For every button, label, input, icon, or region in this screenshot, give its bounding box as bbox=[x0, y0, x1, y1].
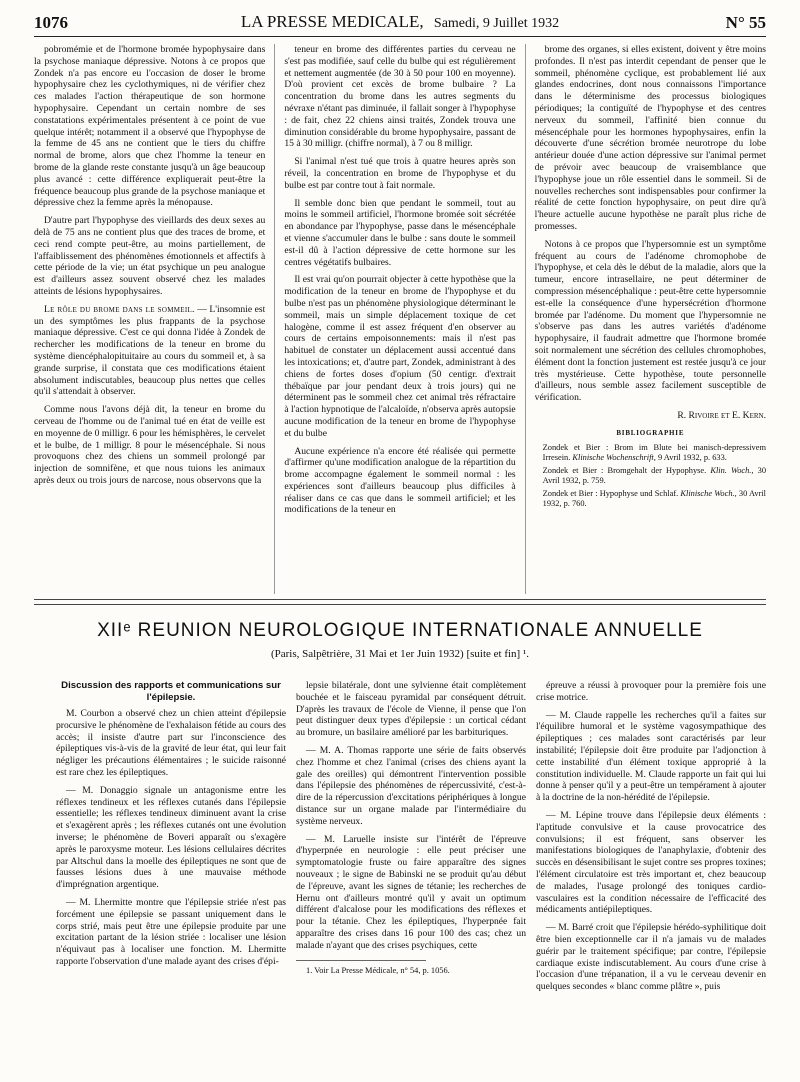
conference-columns bbox=[56, 680, 778, 1070]
conference-column-1 bbox=[56, 680, 286, 1070]
bib-source: Klinische Woch., bbox=[680, 488, 737, 498]
bib-text: Zondek et Bier : Hypophyse und Schlaf. bbox=[542, 488, 679, 498]
bib-date: 9 Avril 1932, p. 633. bbox=[657, 452, 727, 462]
bib-text: Zondek et Bier : Brom im Blute bei manisch-depressivem Irresein. bbox=[542, 442, 766, 462]
paragraph: — M. Claude rappelle les recherches qu'il a faites sur l'équilibre humoral et le système vagosympathique des épileptiques ; ces malades sont caractérisés par leur instabilité; l'épilepsie doit être produite par l'adjonction à cette instabilité d'un élément toxique approprié à la constitution individuelle. M. Claude rapporte un fait qui lui donne à penser qu'il y a peut-être un tempérament à ajouter à la doctrine de la non-hérédité de l'épilepsie. bbox=[536, 709, 766, 804]
paragraph: D'autre part l'hypophyse des vieillards des deux sexes au delà de 75 ans ne contient plus que des traces de brome, et ceci rend compte peut-être, au moins partiellement, de l'affaiblissement des phénomènes émotionnels et affectifs à cette période de la vie; un état psychique un peu analogue est d'ailleurs assez souvent observé chez les malades atteints de lésions hypophysaires. bbox=[34, 215, 266, 297]
section-heading: Le rôle du brome dans le sommeil. bbox=[44, 303, 195, 315]
footnote: 1. Voir La Presse Médicale, n° 54, p. 1056. bbox=[306, 965, 450, 975]
section-divider bbox=[34, 599, 766, 605]
paragraph: brome des organes, si elles existent, doivent y être moins profondes. Il n'est pas interdit cependant de penser que le sommeil, phénomène cyclique, est probablement lié aux glandes endocrines, dont nous connaissons l'importance dans le déterminisme des processus biologiques périodiques; la contiguïté de l'hypophyse et des centres nerveux du sommeil, l'affinité bien connue du mésencéphale pour les hormones hypophysaires, enfin la découverte d'une sécrétion bromée neurotrope du lobe antérieur douée d'une action dépressive sur l'animal permet de prévoir avec beaucoup de vraisemblance que l'hypophyse joue un rôle essentiel dans le sommeil. Si de nouvelles recherches sont indispensables pour confirmer la réalité de cette fonction hypophysaire, on peut dire qu'à l'heure actuelle aucune hypothèse ne paraît plus riche de promesses. bbox=[534, 44, 766, 232]
paragraph: Notons à ce propos que l'hypersomnie est un symptôme fréquent au cours de l'adénome chromophobe de l'hypophyse, et cela dès le début de la maladie, alors que la tumeur, encore intrasellaire, ne peut déterminer de compression mésencéphalique : peut-être cette hypersomnie est-elle la conséquence d'une hypersécrétion d'hormone bromée par l'adénome. Du moment que l'hypersomnie ne s'observe pas dans les autres variétés d'adénome hypophysaire, il faudrait admettre que l'hormone bromée soit normalement une sécrétion des cellules chromophobes, élément dont la fonction justement est restée jusqu'à ce jour très mystérieuse. Cette hypothèse, toute personnelle d'ailleurs, nous semble assez facilement susceptible de vérification. bbox=[534, 238, 766, 404]
paragraph: lepsie bilatérale, dont une sylvienne était complètement bouchée et le faisceau pyramidal par conséquent détruit. D'après les travaux de l'école de Vienne, il pense que l'on peut distinguer deux types d'épilepsie : un cortical cédant au bromure, un basilaire amélioré par les barbituriques. bbox=[296, 680, 526, 739]
bib-source: Klinische Wochenschrift, bbox=[572, 452, 656, 462]
bibliography-entry bbox=[535, 466, 766, 486]
issue-date: Samedi, 9 Juillet 1932 bbox=[433, 16, 560, 31]
paragraph: Si l'animal n'est tué que trois à quatre heures après son réveil, la concentration en brome de l'hypophyse et du bulbe est par contre tout à fait normale. bbox=[284, 156, 516, 191]
journal-name: LA PRESSE MEDICALE, bbox=[240, 12, 424, 31]
bibliography-title: BIBLIOGRAPHIE bbox=[616, 428, 685, 437]
column-divider bbox=[274, 44, 275, 594]
paragraph: Il est vrai qu'on pourrait objecter à cette hypothèse que la modification de la teneur en brome de l'hypophyse et du bulbe n'est pas un phénomène physiologique déterminant le sommeil, mais un simple déplacement toxique de cet halogène, comme il est assez fréquent d'en observer au cours de certains empoisonnements: mais il n'est pas habituel de constater un déplacement aussi accentué dans les intoxications; et, d'autre part, Zondek, administrant à des chiens de fortes doses d'opium (50 centigr. d'extrait thébaïque par jour pendant deux à trois jours) qui ne déterminent pas le sommeil chez cet animal très réfractaire à l'action hypnotique de l'alcaloïde, n'observa après autopsie aucune modification de la teneur en brome de l'hypophyse et du bulbe bbox=[284, 274, 516, 439]
footnote-rule bbox=[296, 960, 426, 961]
paragraph: Aucune expérience n'a encore été réalisée qui permette d'affirmer qu'une modification analogue de la répartition du brome accompagne également le sommeil normal : les expériences sont d'ailleurs beaucoup plus difficiles à réaliser dans ce cas que dans le sommeil artificiel; et les modifications de la teneur en bbox=[284, 445, 516, 516]
article-column-1 bbox=[34, 44, 265, 594]
bib-text: Zondek et Bier : Bromgehalt der Hypophyse. bbox=[542, 465, 707, 475]
paragraph: épreuve a réussi à provoquer pour la première fois une crise motrice. bbox=[536, 680, 766, 703]
column-divider bbox=[525, 44, 526, 594]
conference-column-3 bbox=[536, 680, 766, 1070]
journal-title bbox=[34, 12, 766, 32]
conference-subtitle: (Paris, Salpêtrière, 31 Mai et 1er Juin 1932) [suite et fin] ¹. bbox=[270, 648, 530, 660]
paragraph: — M. Lépine trouve dans l'épilepsie deux éléments : l'aptitude convulsive et la cause provocatrice des convulsions; il est fréquent, sans observer les manifestations biologiques de l'anaphylaxie, d'obtenir des succès en désensibilisant le sujet contre ses propres toxines; l'élément circulatoire est très important et, chez beaucoup de malades, l'usage prolongé des toniques cardio-vasculaires est la condition nécessaire de l'efficacité des médicaments antiépileptiques. bbox=[536, 809, 766, 916]
article-column-3 bbox=[535, 44, 766, 594]
paragraph: Il semble donc bien que pendant le sommeil, tout au moins le sommeil artificiel, l'hormone bromée soit sécrétée en abondance par l'hypophyse, passe dans le mésencéphale et vienne s'accumuler dans le bulbe : sans doute le sommeil est-il dû à l'action dépressive de cette hormone sur les centres végétatifs bulbaires. bbox=[284, 197, 516, 268]
conference-title: XIIᵉ REUNION NEUROLOGIQUE INTERNATIONALE ANNUELLE bbox=[97, 620, 703, 641]
bib-date: 30 Avril 1932, p. 759. bbox=[542, 465, 766, 485]
conference-column-2 bbox=[296, 680, 526, 1070]
article-columns bbox=[34, 44, 766, 594]
paragraph-text: — L'insomnie est un des symptômes les plus frappants de la psychose maniaque dépressive. C'est ce qui donna l'idée à Zondek de rechercher les modifications de la teneur en brome du système diencéphalopituitaire au cours du sommeil et, à sa grande surprise, il constata que ces modifications étaient absolument indiscutables, beaucoup plus nettes que celles qu'il s'attendait à observer. bbox=[34, 303, 266, 398]
paragraph: — M. Laruelle insiste sur l'intérêt de l'épreuve d'hyperpnée en neurologie : elle peut préciser une symptomatologie fruste ou faire apparaître des signes nouveaux ; le signe de Babinski ne se produit qu'au début de l'épreuve, avant les signes de tétanie; les recherches de Hernu ont d'ailleurs montré qu'il y avait un optimum différent d'alcalose pour les modifications des réflexes et pour la tétanie. Chez les épileptiques, l'hyperpnée fait apparaître des crises dans 16 pour 100 des cas; chez un malade n'ayant que des crises psychiques, cette bbox=[296, 833, 526, 951]
paragraph: — M. Barré croit que l'épilepsie hérédo-syphilitique doit être bien exceptionnelle car il n'a jamais vu de malades guérir par le traitement spécifique; par contre, l'épilepsie cardiaque existe indiscutablement. Au cours d'une crise à l'occasion d'une trépanation, il a vu le cerveau devenir en quelques secondes « blanc comme plâtre », puis bbox=[536, 922, 766, 993]
paragraph: teneur en brome des différentes parties du cerveau ne s'est pas modifiée, sauf celle du bulbe qui est régulièrement et nettement augmentée (de 30 à 50 pour 100 en moyenne). D'où provient cet excès de brome bulbaire ? La concentration du brome dans les autres segments du névraxe n'étant pas diminuée, il fallait songer à l'hypophyse : de fait, chez 22 chiens ainsi traités, Zondek trouva une diminution considérable du brome hypophysaire, passant de 15 à 30 milligr. (chiffre normal), à 7 ou 8 milligr. bbox=[284, 44, 516, 150]
page-header bbox=[34, 12, 766, 37]
bibliography-entry bbox=[535, 443, 766, 463]
author-signature: R. Rivoire et E. Kern. bbox=[677, 409, 766, 421]
paragraph: — M. Lhermitte montre que l'épilepsie striée n'est pas forcément une épilepsie se passant uniquement dans le corps strié, mais peut être une épilepsie produite par une excitation partant de la lésion striée : localiser une lésion n'équivaut pas à localiser une fonction. M. Lhermitte rapporte l'observation d'une malade ayant des crises d'épi- bbox=[56, 896, 286, 967]
paragraph bbox=[34, 304, 265, 398]
discussion-heading: Discussion des rapports et communications sur l'épilepsie. bbox=[61, 680, 281, 703]
paragraph: pobromémie et de l'hormone bromée hypophysaire dans la psychose maniaque dépressive. Notons à ce propos que Zondek n'a pas encore eu l'occasion de doser le brome hypophysaire chez les cyclothymiques, ni de vérifier chez ces malades l'action thérapeutique de son hormone hypophysaire. Cependant un certain nombre de ses constatations expérimentales présentent à ce point de vue quelque intérêt; notamment il a observé que l'hypophyse de la femme de 45 ans ne contient que le tiers du chiffre normal de brome, alors que chez l'homme la teneur en brome de la glande reste constante jusqu'à un âge beaucoup plus avancé : cette différence expliquerait peut-être la fréquence beaucoup plus grande de la psychose maniaque et dépressive chez la femme après la ménopause. bbox=[34, 44, 266, 209]
paragraph: — M. Donaggio signale un antagonisme entre les réflexes tendineux et les réflexes cutanés dans l'épilepsie essentielle; les réflexes tendineux diminuent avant la crise et s'exagèrent après ; les réflexes cutanés ont une évolution inverse; le phénomène de Boveri apparaît ou s'exagère après le paroxysme moteur. Les lésions cellulaires décrites par Altschul dans la moelle des épileptiques ne sont que de fausses lésions dues à une mauvaise méthode d'imprégnation argentique. bbox=[56, 784, 286, 891]
article-column-2 bbox=[284, 44, 515, 594]
issue-number: N° 55 bbox=[725, 13, 766, 32]
bibliography-entry bbox=[535, 489, 766, 509]
bib-date: 30 Avril 1932, p. 760. bbox=[542, 488, 766, 508]
page-number: 1076 bbox=[34, 13, 68, 32]
bib-source: Klin. Woch., bbox=[710, 465, 754, 475]
paragraph: Comme nous l'avons déjà dit, la teneur en brome du cerveau de l'homme ou de l'animal tué en état de veille est en moyenne de 0 milligr. 6 pour les hémisphères, le cervelet et le bulbe, de 1 milligr. 8 pour le mésencéphale. Si nous provoquons chez des chiens un sommeil prolongé par injection de somnifène, et que nous tuions les animaux après deux ou trois jours de narcose, nous observons que la bbox=[34, 404, 266, 486]
paragraph: M. Courbon a observé chez un chien atteint d'épilepsie procursive le phénomène de l'exhalaison fétide au cours des accès; il insiste d'autre part sur l'inconscience des épileptiques vis-à-vis de la gravité de leur état, qui leur fait négliger les précautions élémentaires ; le suicide raisonné est rare chez les épileptiques. bbox=[56, 708, 286, 778]
paragraph: — M. A. Thomas rapporte une série de faits observés chez l'homme et chez l'animal (crises des chiens ayant la gale des oreilles) qui démontrent l'intervention possible dans l'épilepsie des phénomènes de répercussivité, c'est-à-dire de la répercussion d'excitations périphériques à longue distance sur un organe malade par l'intermédiaire du système nerveux. bbox=[296, 744, 526, 827]
